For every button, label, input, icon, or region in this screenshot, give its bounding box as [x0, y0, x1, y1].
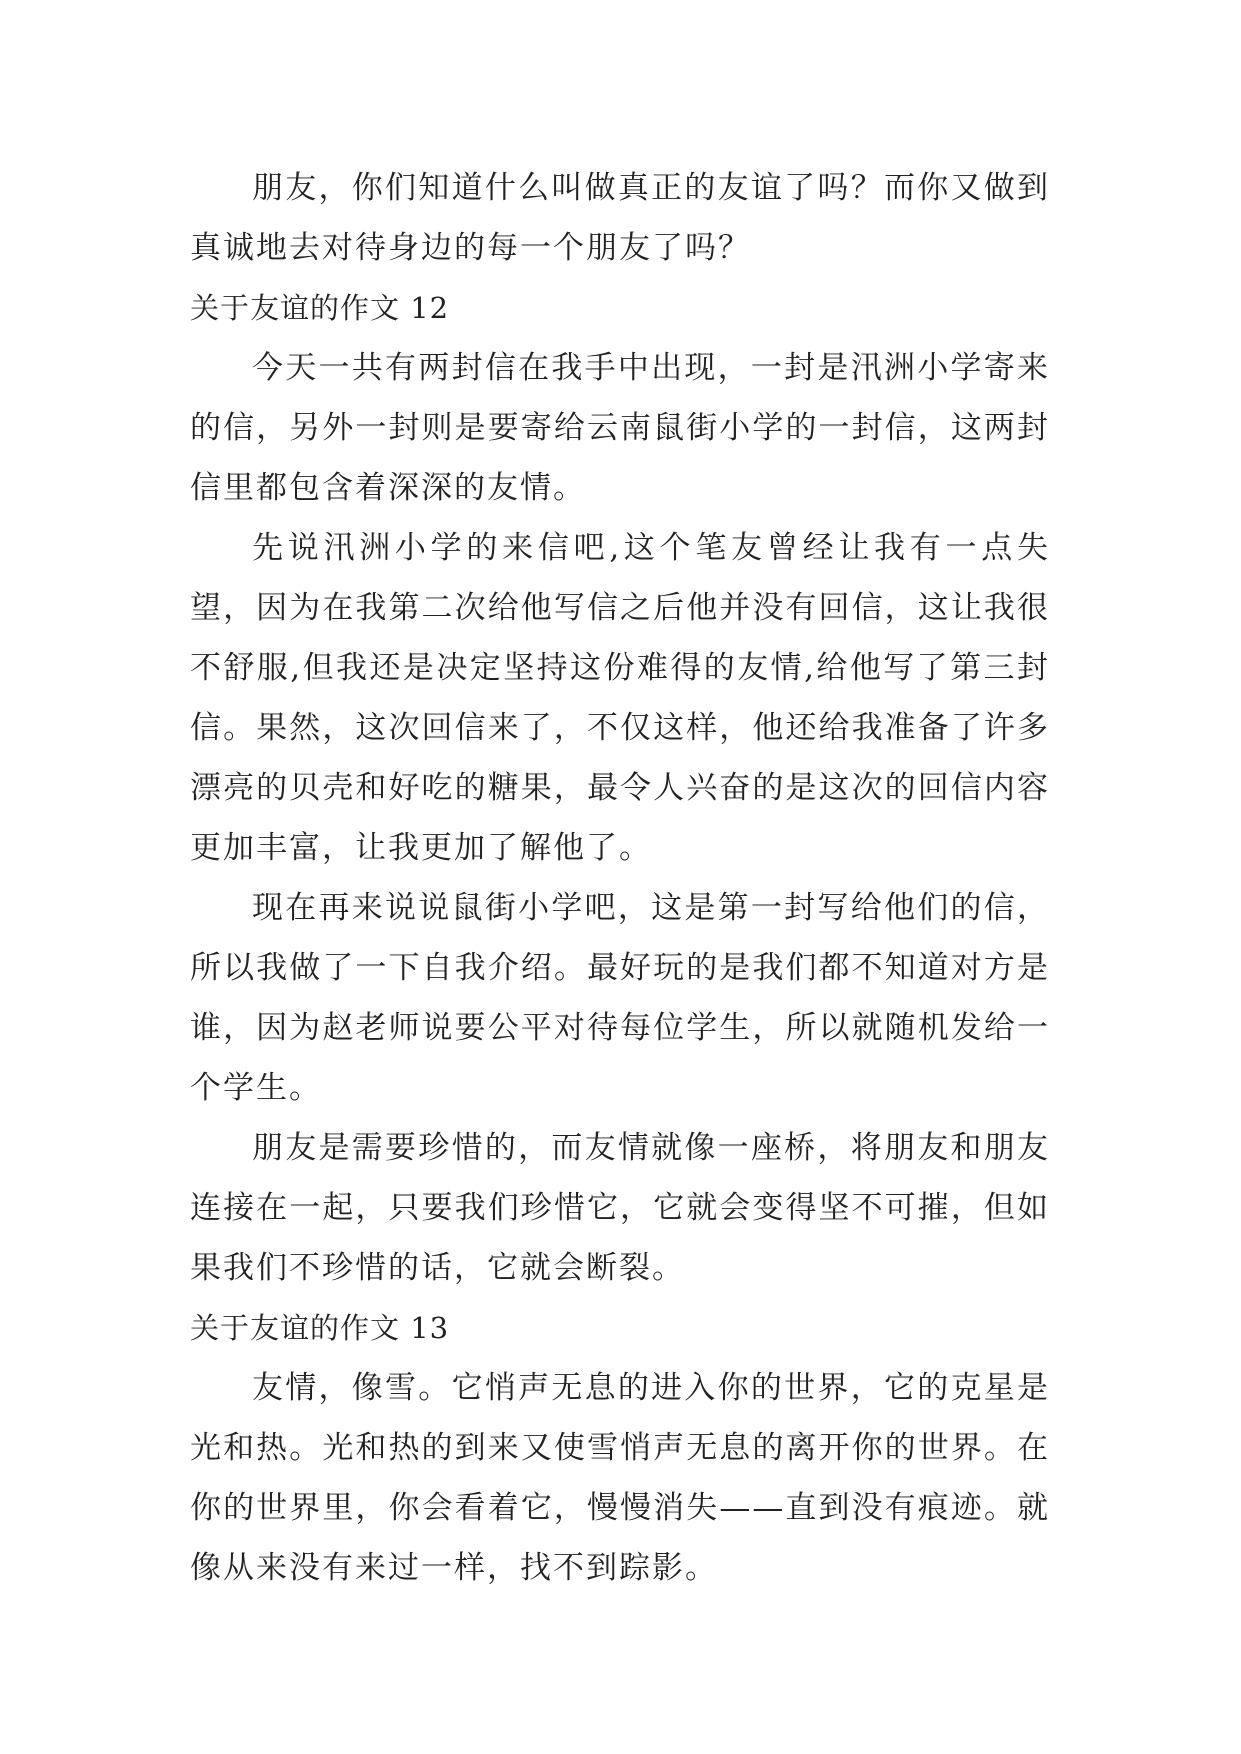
section-heading-13: 关于友谊的作文 13: [190, 1311, 450, 1345]
paragraph-xunzhou-letter: 先说汛洲小学的来信吧,这个笔友曾经让我有一点失望，因为在我第二次给他写信之后他并没有回信，这让我很不舒服,但我还是决定坚持这份难得的友情,给他写了第三封信。果然，这次回信来了，不仅这样，他还给我准备了许多漂亮的贝壳和好吃的糖果，最令人兴奋的是这次的回信内容更加丰富，让我更加了解他了。: [190, 530, 1050, 866]
document-body: [190, 158, 1050, 1598]
paragraph-closing-question: 朋友，你们知道什么叫做真正的友谊了吗？而你又做到真诚地去对待身边的每一个朋友了吗？: [190, 170, 1050, 266]
paragraph-friendship-bridge: 朋友是需要珍惜的，而友情就像一座桥，将朋友和朋友连接在一起，只要我们珍惜它，它就会变得坚不可摧，但如果我们不珍惜的话，它就会断裂。: [190, 1130, 1050, 1286]
paragraph-shujie-letter: 现在再来说说鼠街小学吧，这是第一封写给他们的信，所以我做了一下自我介绍。最好玩的是我们都不知道对方是谁，因为赵老师说要公平对待每位学生，所以就随机发给一个学生。: [190, 890, 1050, 1106]
paragraph-two-letters: 今天一共有两封信在我手中出现，一封是汛洲小学寄来的信，另外一封则是要寄给云南鼠街小学的一封信，这两封信里都包含着深深的友情。: [190, 350, 1050, 506]
paragraph-friendship-snow: 友情，像雪。它悄声无息的进入你的世界，它的克星是光和热。光和热的到来又使雪悄声无息的离开你的世界。在你的世界里，你会看着它，慢慢消失——直到没有痕迹。就像从来没有来过一样，找不到踪影。: [190, 1370, 1050, 1586]
section-heading-12: 关于友谊的作文 12: [190, 291, 450, 325]
